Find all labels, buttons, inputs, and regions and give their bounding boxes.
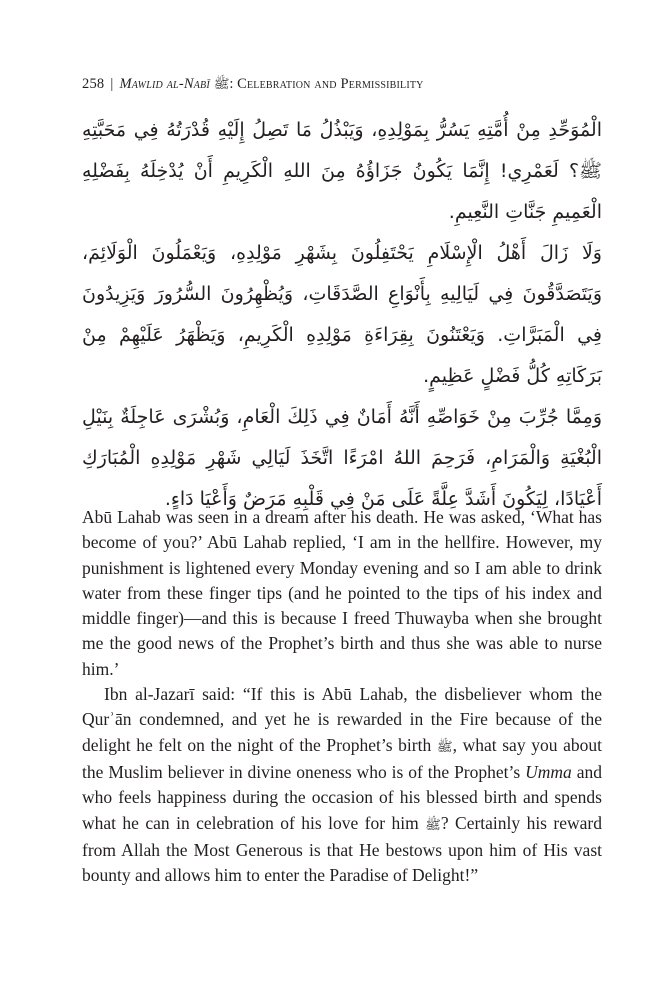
- honorific-glyph: ﷺ: [213, 77, 230, 92]
- arabic-text-block: [82, 110, 602, 520]
- arabic-paragraph-1: الْمُوَحِّدِ مِنْ أُمَّتِهِ يَسُرُّ بِمَوْلِدِهِ، وَيَبْذُلُ مَا تَصِلُ إِلَيْهِ قُدْرَتُهُ فِي مَحَبَّتِهِ ﷺ؟ لَعَمْرِي! إِنَّمَا يَكُونُ جَزَاؤُهُ مِنَ اللهِ الْكَرِيمِ أَنْ يُدْخِلَهُ بِفَضْلِهِ الْعَمِيمِ جَنَّاتِ النَّعِيمِ.: [82, 119, 602, 223]
- english-p2-part-b: , what say you about the Muslim believer in divine oneness who is of the Prophet’s: [82, 734, 602, 782]
- header-separator: |: [110, 76, 114, 92]
- english-paragraph-2: [82, 682, 602, 888]
- honorific-glyph-2: ﷺ: [425, 817, 441, 833]
- arabic-paragraph-3: وَمِمَّا جُرِّبَ مِنْ خَوَاصِّهِ أَنَّهُ أَمَانٌ فِي ذَلِكَ الْعَامِ، وَبُشْرَى عَاجِلَةٌ بِنَيْلِ الْبُغْيَةِ وَالْمَرَامِ، فَرَحِمَ اللهُ امْرَءًا اتَّخَذَ لَيَالِي شَهْرِ مَوْلِدِهِ الْمُبَارَكِ أَعْيَادًا، لِيَكُونَ أَشَدَّ عِلَّةً عَلَى مَنْ فِي قَلْبِهِ مَرَضٌ وَأَعْيَا دَاءٍ.: [82, 406, 602, 510]
- book-title-rest: : Celebration and Permissibility: [229, 76, 424, 92]
- english-text-block: [82, 505, 602, 888]
- arabic-paragraph-2: وَلَا زَالَ أَهْلُ الْإِسْلَامِ يَحْتَفِلُونَ بِشَهْرِ مَوْلِدِهِ، وَيَعْمَلُونَ الْوَلَائِمَ، وَيَتَصَدَّقُونَ فِي لَيَالِيهِ بِأَنْوَاعِ الصَّدَقَاتِ، وَيُظْهِرُونَ السُّرُورَ وَيَزِيدُونَ فِي الْمَبَرَّاتِ. وَيَعْتَنُونَ بِقِرَاءَةِ مَوْلِدِهِ الْكَرِيمِ، وَيَظْهَرُ عَلَيْهِمْ مِنْ بَرَكَاتِهِ كُلُّ فَضْلٍ عَظِيمٍ.: [82, 242, 602, 387]
- page-number: 258: [82, 76, 105, 92]
- running-header: [82, 76, 602, 95]
- english-paragraph-1: Abū Lahab was seen in a dream after his death. He was asked, ‘What has become of you?’ Abū Lahab replied, ‘I am in the hellfire. However, my punishment is lightened every Monday evening and so I am able to drink water from these finger tips (and he pointed to the tips of his index and middle finger)—and this is because I freed Thuwayba when she brought me the good news of the Prophet’s birth and thus she was able to nurse him.’: [82, 507, 602, 679]
- umma-italic: Umma: [525, 761, 572, 782]
- honorific-glyph-1: ﷺ: [436, 739, 453, 755]
- english-p2-part-d: ? Certainly his reward from Allah the Most Generous is that He bestows upon him of His vast bounty and allows him to enter the Paradise of Delight!”: [82, 812, 602, 886]
- book-title-italic: Mawlid al-Nabī: [119, 76, 210, 92]
- english-p2-part-a: Ibn al-Jazarī said: “If this is Abū Lahab, the disbeliever whom the Qurʾān condemned, and yet he is rewarded in the Fire because of the delight he felt on the night of the Prophet’s birth: [82, 684, 602, 755]
- english-p2-part-c: and who feels happiness during the occasion of his blessed birth and spends what he can in celebration of his love for him: [82, 761, 602, 833]
